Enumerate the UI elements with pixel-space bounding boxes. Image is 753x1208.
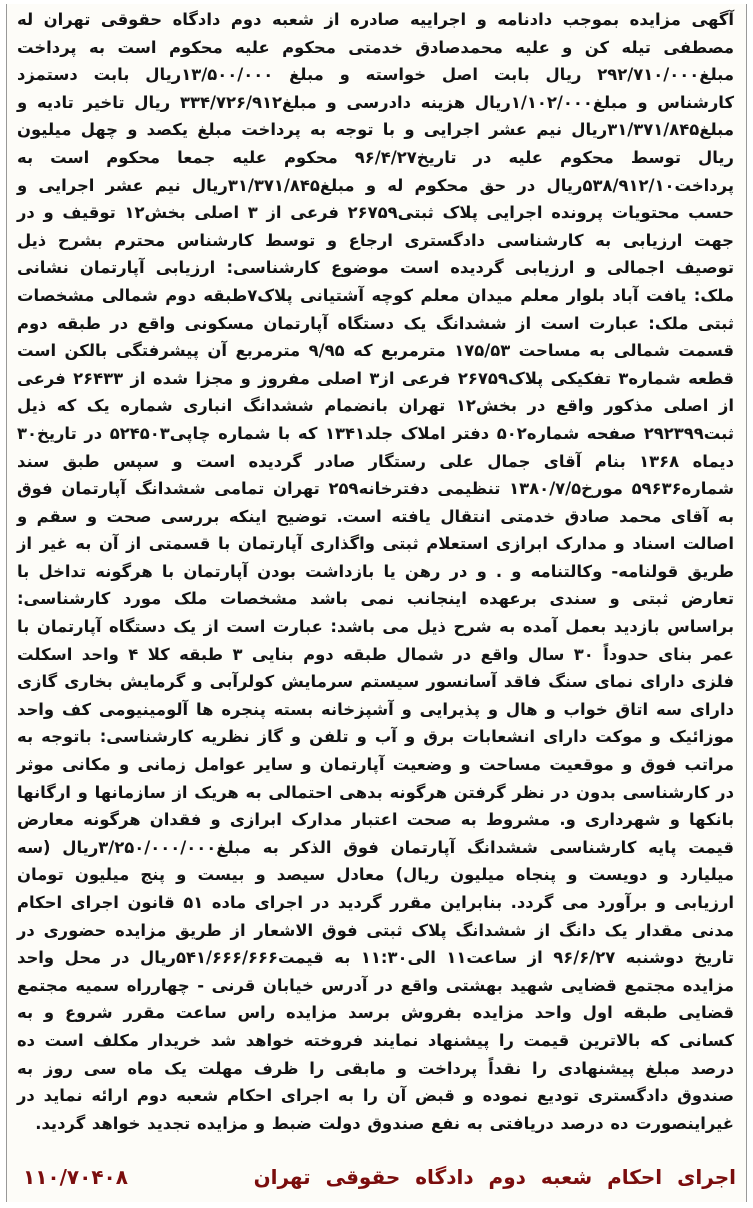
- issuer-signature: اجرای احکام شعبه دوم دادگاه حقوقی تهران: [253, 1165, 736, 1189]
- notice-footer: [17, 1158, 736, 1196]
- notice-body-text: آگهی مزایده بموجب دادنامه و اجراییه صادره از شعبه دوم دادگاه حقوقی تهران له مصطفی تیله کن و علیه محمدصادق خدمتی محکوم علیه محکوم است به پرداخت مبلغ۲۹۲/۷۱۰/۰۰۰ ریال بابت اصل خواسته و مبلغ ۱۳/۵۰۰/۰۰۰ریال بابت دستمزد کارشناس و مبلغ۱/۱۰۲/۰۰۰ریال هزینه دادرسی و مبلغ۳۳۴/۷۲۶/۹۱۲ ریال تاخیر تادیه و مبلغ۳۱/۳۷۱/۸۴۵ریال نیم عشر اجرایی و با توجه به پرداخت مبلغ یکصد و چهل میلیون ریال توسط محکوم علیه در تاریخ۹۶/۴/۲۷ محکوم علیه جمعا محکوم است به پرداخت۵۳۸/۹۱۲/۱۰ریال در حق محکوم له و مبلغ۳۱/۳۷۱/۸۴۵ریال نیم عشر اجرایی و حسب محتویات پرونده اجرایی پلاک ثبتی۲۶۷۵۹ فرعی از ۳ اصلی بخش۱۲ توقیف و در جهت ارزیابی به کارشناسی دادگستری ارجاع و توسط کارشناس محترم بشرح ذیل توصیف اجمالی و ارزیابی گردیده است موضوع کارشناسی: ارزیابی آپارتمان نشانی ملک: یافت آباد بلوار معلم میدان معلم کوچه آشتیانی پلاک۷طبقه دوم شمالی مشخصات ثبتی ملک: عبارت است از ششدانگ یک دستگاه آپارتمان مسکونی واقع در طبقه دوم قسمت شمالی به مساحت ۱۷۵/۵۳ مترمربع که ۹/۹۵ مترمربع آن پیشرفتگی بالکن است قطعه شماره۳ تفکیکی پلاک۲۶۷۵۹ فرعی از۳ اصلی مفروز و مجزا شده از ۲۶۴۳۳ فرعی از اصلی مذکور واقع در بخش۱۲ تهران بانضمام ششدانگ انباری شماره یک که ذیل ثبت۲۹۲۳۹۹ صفحه شماره۵۰۲ دفتر املاک جلد۱۳۴۱ که با شماره چاپی۵۲۴۵۰۳ در تاریخ۳۰ دیماه ۱۳۶۸ بنام آقای جمال علی رستگار صادر گردیده است و سپس طبق سند شماره۵۹۶۳۶ مورخ۱۳۸۰/۷/۵ تنظیمی دفترخانه۲۵۹ تهران تمامی ششدانگ آپارتمان فوق به آقای محمد صادق خدمتی انتقال یافته است. توضیح اینکه بررسی صحت و سقم و اصالت اسناد و مدارک ابرازی استعلام ثبتی واگذاری آپارتمان با قسمتی از آن به غیر از طریق قولنامه- وکالتنامه و . و در رهن یا بازداشت بودن آپارتمان با هرگونه تداخل با تعارض ثبتی و سندی برعهده اینجانب نمی باشد مشخصات ملک مورد کارشناسی: براساس بازدید بعمل آمده به شرح ذیل می باشد: عبارت است از یک دستگاه آپارتمان با عمر بنای حدوداً ۳۰ سال واقع در شمال طبقه دوم بنایی ۳ طبقه کلا ۴ واحد اسکلت فلزی دارای نمای سنگ فاقد آسانسور سیستم سرمایش کولرآبی و گرمایش بخاری گازی دارای سه اتاق خواب و هال و پذیرایی و آشپزخانه بسته پنجره ها آلومینیومی کف واحد موزائیک و موکت دارای انشعابات برق و آب و تلفن و گاز نظریه کارشناسی: باتوجه به مراتب فوق و موقعیت مساحت و وضعیت آپارتمان و سایر عوامل زمانی و مکانی موثر در کارشناسی بدون در نظر گرفتن هرگونه بدهی احتمالی به هریک از سازمانها و ارگانها بانکها و شهرداری و. مشروط به صحت اعتبار مدارک ابرازی و فقدان هرگونه معارض قیمت پایه کارشناسی ششدانگ آپارتمان فوق الذکر به مبلغ۳/۲۵۰/۰۰۰/۰۰۰ریال (سه میلیارد و دویست و پنجاه میلیون ریال) معادل سیصد و بیست و پنج میلیون تومان ارزیابی و برآورد می گردد. بنابراین مقرر گردید در اجرای ماده ۵۱ قانون اجرای احکام مدنی مقدار یک دانگ از ششدانگ پلاک ثبتی فوق الاشعار از طریق مزایده حضوری در تاریخ دوشنبه ۹۶/۶/۲۷ از ساعت۱۱ الی۱۱:۳۰ به قیمت۵۴۱/۶۶۶/۶۶۶ریال در محل واحد مزایده مجتمع قضایی شهید بهشتی واقع در آدرس خیابان قرنی - چهارراه سمیه مجتمع قضایی طبقه اول واحد مزایده بفروش برسد مزایده راس ساعت مقرر شروع و به کسانی که بالاترین قیمت را پیشنهاد نمایند فروخته خواهد شد خریدار مکلف است ده درصد مبلغ پیشنهادی را نقداً پرداخت و مابقی را ظرف مهلت یک ماه سی روز به صندوق دادگستری تودیع نموده و قبض آن را به اجرای احکام شعبه دوم ارائه نماید در غیراینصورت ده درصد دریافتی به نفع صندوق دولت ضبط و مزایده تجدید خواهد گردید.: [17, 10, 735, 1133]
- notice-code: ۱۱۰/۷۰۴۰۸: [23, 1165, 128, 1189]
- auction-notice: [6, 4, 747, 1202]
